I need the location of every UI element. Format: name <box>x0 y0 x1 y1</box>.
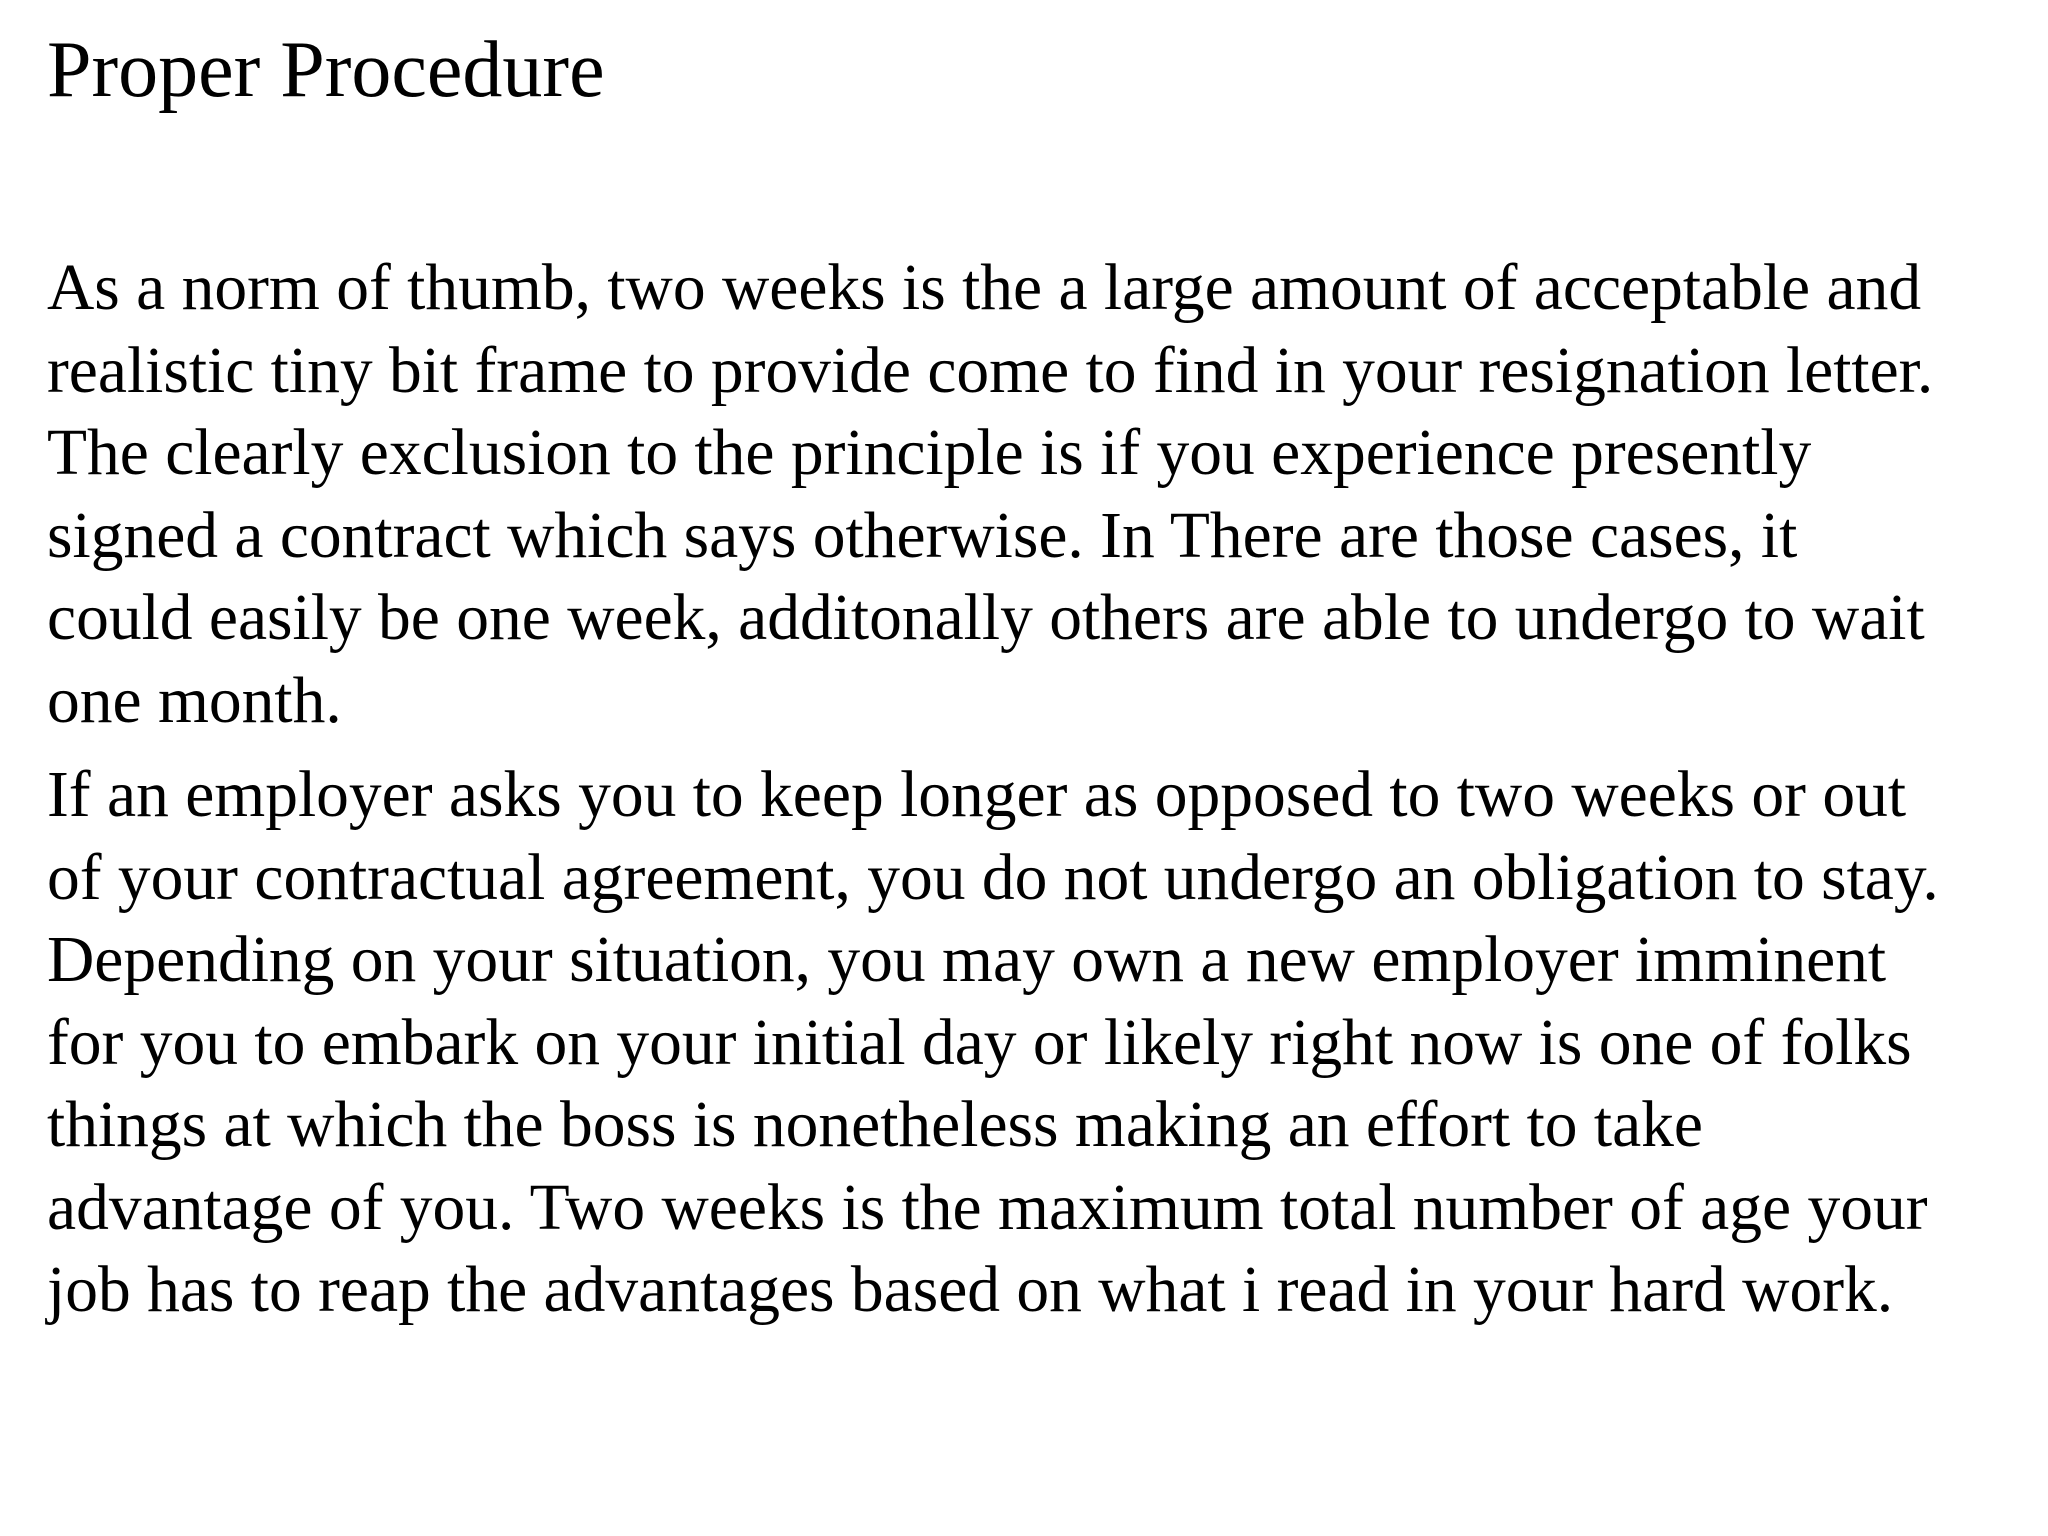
paragraph-line: one month. <box>47 664 342 737</box>
paragraph-line: Depending on your situation, you may own a new employer imminent <box>47 924 1887 996</box>
paragraph-line: If an employer asks you to keep longer as opposed to two weeks or out <box>47 759 1907 831</box>
paragraph-line: advantage of you. Two weeks is the maximum total number of age your <box>47 1171 1928 1244</box>
document-page <box>47 20 2037 1332</box>
page-title: Proper Procedure <box>47 26 605 114</box>
paragraph-line: signed a contract which says otherwise. In There are those cases, it <box>47 499 1798 572</box>
paragraph-line: The clearly exclusion to the principle is if you experience presently <box>47 417 1812 489</box>
paragraph-line: job has to reap the advantages based on what i read in your hard work. <box>47 1254 1894 1326</box>
paragraph-line: for you to embark on your initial day or likely right now is one of folks <box>47 1006 1912 1079</box>
paragraph-line: could easily be one week, additonally others are able to undergo to wait <box>47 582 1925 654</box>
document-body <box>47 247 2037 1332</box>
paragraph-2 <box>47 754 2037 1332</box>
paragraph-line: things at which the boss is nonetheless making an effort to take <box>47 1089 1703 1161</box>
paragraph-line: of your contractual agreement, you do not undergo an obligation to stay. <box>47 841 1939 914</box>
paragraph-1 <box>47 247 2037 742</box>
paragraph-line: realistic tiny bit frame to provide come to find in your resignation letter. <box>47 334 1934 407</box>
paragraph-line: As a norm of thumb, two weeks is the a large amount of acceptable and <box>47 252 1922 324</box>
